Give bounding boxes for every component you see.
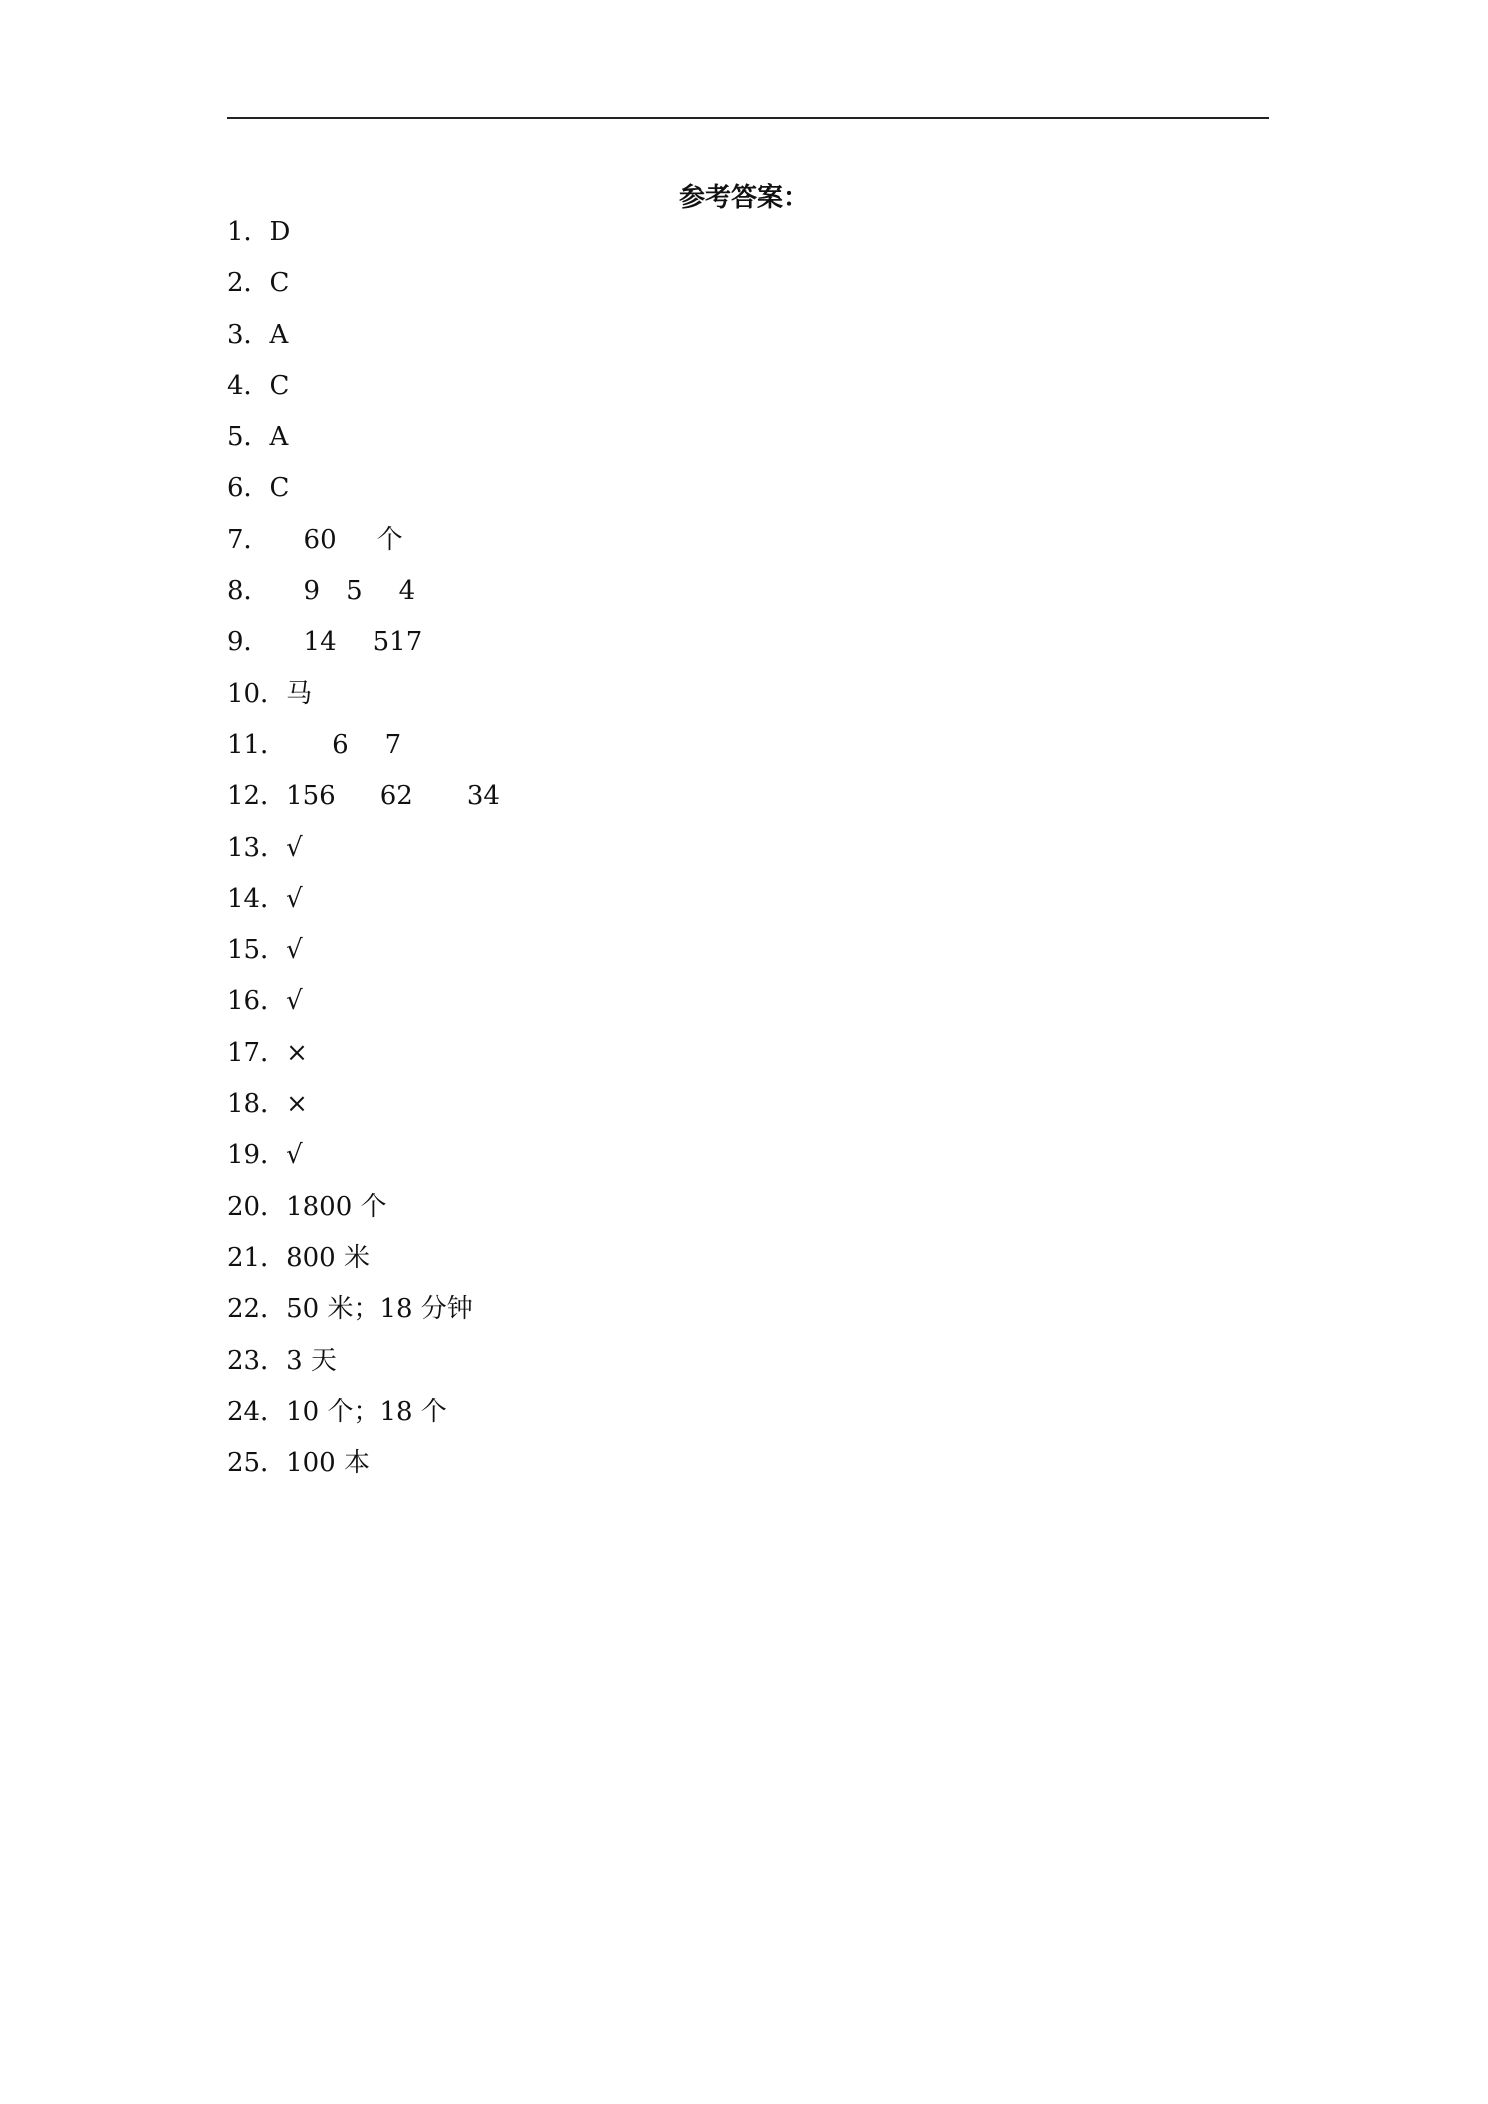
answer-value: 4: [398, 576, 416, 607]
answer-value: ×: [286, 1089, 308, 1120]
answer-number: 23．: [227, 1345, 287, 1376]
answer-number: 9．: [227, 627, 270, 658]
answer-number: 19．: [227, 1140, 287, 1171]
answer-number: 7．: [227, 524, 270, 555]
answer-number: 16．: [227, 986, 287, 1017]
answer-value: 9: [303, 576, 321, 607]
answer-value: 马: [286, 678, 313, 709]
answer-value: 1800 个: [286, 1191, 387, 1222]
answer-number: 15．: [227, 935, 287, 966]
answer-number: 17．: [227, 1037, 287, 1068]
answer-row: [227, 470, 500, 521]
answer-value: A: [269, 319, 289, 350]
answer-value: 7: [384, 729, 402, 760]
answer-value: 156: [286, 781, 336, 812]
answer-row: [227, 522, 500, 573]
answer-number: 1．: [227, 217, 270, 247]
answer-value: √: [286, 883, 303, 914]
answer-value: 14: [303, 627, 337, 658]
answer-value: √: [286, 935, 303, 966]
answer-number: 24．: [227, 1396, 287, 1427]
answer-row: [227, 830, 500, 881]
answer-number: 12．: [227, 781, 287, 812]
answer-number: 21．: [227, 1242, 287, 1273]
answer-row: [227, 1240, 500, 1291]
answer-number: 14．: [227, 883, 287, 914]
header-rule: [227, 117, 1269, 119]
answer-value: √: [286, 1140, 303, 1171]
answer-number: 4．: [227, 370, 270, 401]
answer-row: [227, 676, 500, 727]
answer-value: 517: [372, 627, 423, 658]
answer-value: 100 本: [286, 1448, 370, 1479]
answer-row: [227, 1086, 500, 1137]
answer-row: [227, 1035, 500, 1086]
answer-row: [227, 1343, 500, 1394]
answer-row: [227, 214, 500, 265]
answer-row: [227, 419, 500, 470]
answer-value: 62: [379, 781, 413, 812]
answer-number: 13．: [227, 832, 287, 863]
answer-row: [227, 727, 500, 778]
answer-number: 3．: [227, 319, 270, 350]
page-title: 参考答案：: [678, 183, 809, 213]
answer-number: 10．: [227, 678, 287, 709]
answer-number: 18．: [227, 1089, 287, 1120]
answer-value: 50 米；18 分钟: [286, 1294, 473, 1325]
answer-number: 25．: [227, 1448, 287, 1479]
answer-value: 60: [303, 524, 337, 555]
answer-number: 8．: [227, 576, 270, 607]
answer-value: 3 天: [286, 1345, 337, 1376]
answer-number: 11．: [227, 729, 287, 760]
answer-value: C: [269, 473, 290, 504]
answer-row: [227, 932, 500, 983]
answer-value: 800 米: [286, 1242, 370, 1273]
answer-row: [227, 317, 500, 368]
answer-row: [227, 265, 500, 316]
answer-value: C: [269, 370, 290, 401]
answer-value: 5: [346, 576, 363, 607]
answer-number: 5．: [227, 422, 270, 453]
answer-value: D: [269, 217, 291, 247]
answer-number: 2．: [227, 268, 270, 299]
answer-row: [227, 1445, 500, 1496]
answer-value: C: [269, 268, 290, 299]
answer-value: A: [269, 422, 289, 453]
answer-row: [227, 624, 500, 675]
answer-row: [227, 1137, 500, 1188]
answer-value: 6: [332, 729, 349, 760]
answer-value: 个: [376, 524, 403, 555]
answer-number: 22．: [227, 1294, 287, 1325]
answer-value: √: [286, 832, 303, 863]
answer-value: 10 个；18 个: [286, 1396, 447, 1427]
answer-row: [227, 573, 500, 624]
answer-value: √: [286, 986, 303, 1017]
answer-row: [227, 1189, 500, 1240]
answer-row: [227, 778, 500, 829]
answer-list: [227, 214, 500, 1496]
answer-number: 6．: [227, 473, 270, 504]
answer-row: [227, 881, 500, 932]
answer-value: ×: [286, 1037, 308, 1068]
answer-value: 34: [466, 781, 500, 812]
answer-row: [227, 983, 500, 1034]
answer-number: 20．: [227, 1191, 287, 1222]
answer-row: [227, 1394, 500, 1445]
answer-row: [227, 1291, 500, 1342]
answer-row: [227, 368, 500, 419]
